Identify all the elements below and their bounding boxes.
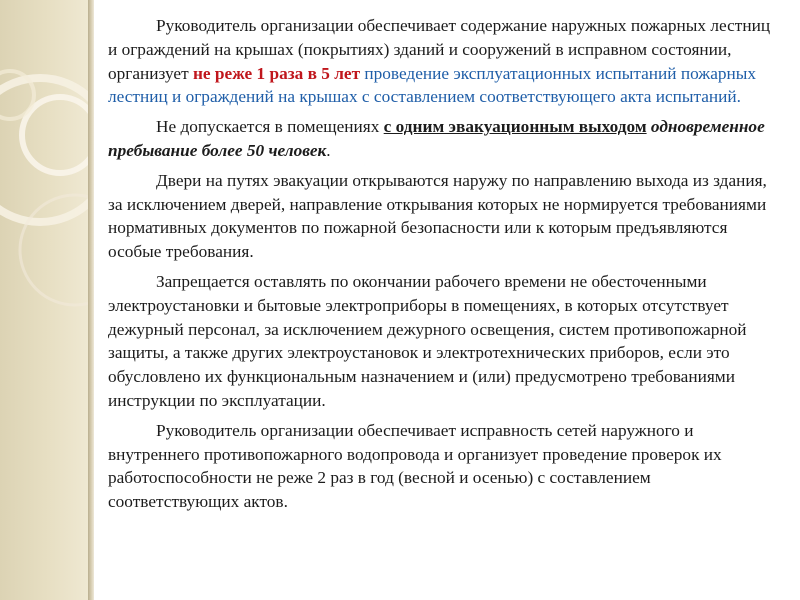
decorative-circles [0,0,88,600]
paragraph-2-text: Не допускается в помещениях [156,117,384,137]
paragraph-evacuation-doors [108,169,780,264]
paragraph-3-text: Двери на путях эвакуации открываются наружу по направлению выхода из здания, за исключением дверей, направление открывания которых не нормируется требованиями нормативных документов по пожарной безопасности или к которым предъявляются особые требования. [108,170,767,262]
document-body [108,14,780,520]
paragraph-fire-ladders [108,14,780,109]
paragraph-water-supply [108,419,780,514]
paragraph-1-blue-highlight: проведение эксплуатационных испытаний пожарных лестниц и ограждений на крышах с составлением соответствующего акта испытаний. [108,63,757,107]
paragraph-4-text: Запрещается оставлять по окончании рабочего времени не обесточенными электроустановки и бытовые электроприборы в помещениях, в которых отсутствует дежурный персонал, за исключением дежурного освещения, систем противопожарной защиты, а также других электроустановок и электротехнических приборов, если это обусловлено их функциональным назначением и (или) предусмотрено требованиями инструкции по эксплуатации. [108,271,747,410]
paragraph-2-bold-italic: одновременное пребывание более 50 человек [108,117,765,160]
paragraph-1-red-highlight: не реже 1 раза в 5 лет [192,63,361,83]
paragraph-5-text: Руководитель организации обеспечивает исправность сетей наружного и внутреннего противопожарного водопровода и организует проведение проверок их работоспособности не реже 2 раз в год (весной и осенью) с составлением соответствующих актов. [108,420,722,512]
paragraph-single-exit [108,115,780,163]
paragraph-2-bold-underline: с одним эвакуационным выходом [383,117,647,137]
paragraph-electrical-devices [108,270,780,413]
side-panel-border [88,0,94,600]
paragraph-1-text: Руководитель организации обеспечивает содержание наружных пожарных лестниц и ограждений на крышах (покрытиях) зданий и сооружений в исправном состоянии, организует [108,16,771,83]
decorative-side-panel [0,0,88,600]
paragraph-2-end: . [326,140,331,160]
